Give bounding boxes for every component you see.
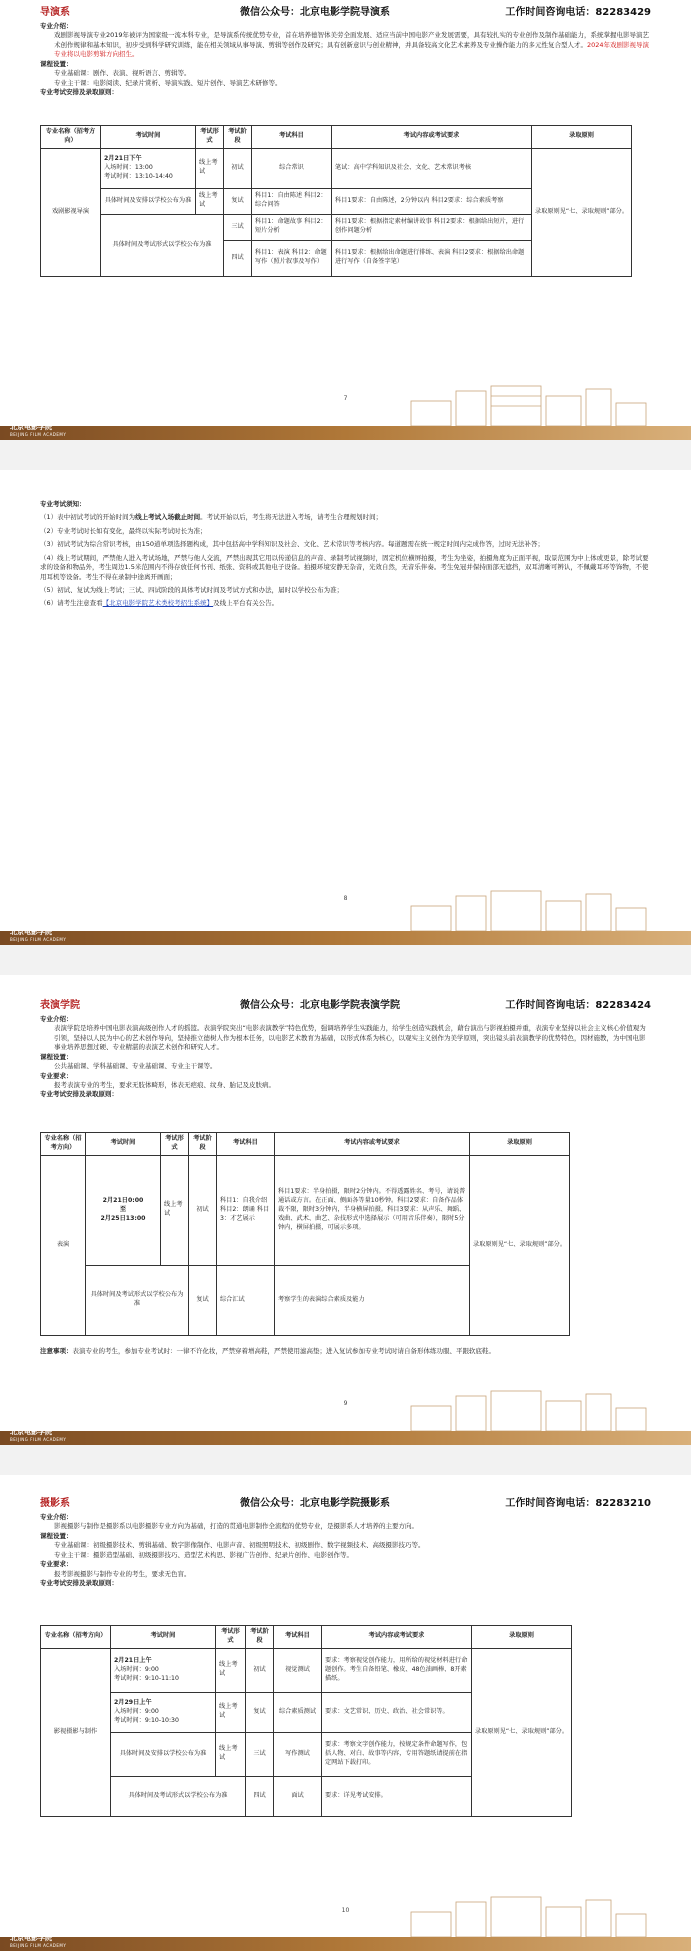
- logo-en: BEIJING FILM ACADEMY: [10, 1943, 67, 1949]
- table-header: 考试形式: [196, 126, 224, 149]
- page-footer: [0, 907, 691, 945]
- stage-cell: 三试: [246, 1732, 274, 1776]
- form-cell: 线上考试: [216, 1648, 246, 1692]
- time-cell: [101, 148, 196, 188]
- time-exam: 考试时间：9:10-10:30: [114, 1716, 179, 1724]
- notes-title: 专业考试须知：: [40, 500, 86, 508]
- content-cell: 科目1要求：半身拍摄，限时2分钟内。不得透露姓名、考号，请说普通话或方言。在正面、侧面各等量10秒钟。科目2要求：自备作品体裁不限，限时3分钟内，半身横屏拍摄。科目3要求：从声乐、舞蹈、戏曲、武术、曲艺、杂技形式中选择展示（可用音乐伴奏），限时5分钟内，横屏拍摄，可展示多项。: [275, 1155, 470, 1265]
- table-row: [41, 1648, 572, 1692]
- time-cell: [111, 1692, 216, 1732]
- table-header: 考试时间: [111, 1626, 216, 1649]
- footer-band: [0, 1937, 691, 1951]
- logo-en: BEIJING FILM ACADEMY: [10, 1437, 67, 1443]
- contact-phone: 工作时间咨询电话：82283210: [505, 1498, 651, 1509]
- course-label: 课程设置：: [40, 59, 73, 68]
- table-header: 考试内容或考试要求: [332, 126, 532, 149]
- page-8: [0, 470, 691, 945]
- stage-cell: 四试: [246, 1776, 274, 1816]
- requirement-text: 报考表演专业的考生，要求无肢体畸形，体表无疤痕、纹身、胎记及皮肤病。: [54, 1080, 275, 1089]
- table-row: [41, 148, 632, 188]
- page-number: 8: [343, 895, 348, 902]
- stage-cell: 初试: [189, 1155, 217, 1265]
- note-text: 。考试开始以后，考生将无法进入考场，请考生合理规划时间；: [200, 513, 383, 522]
- table-header-row: [41, 1626, 572, 1649]
- requirement-label: 专业要求：: [40, 1560, 73, 1569]
- note-text: （1）表中初试考试的开始时间为: [40, 513, 136, 522]
- table-header: 考试时间: [101, 126, 196, 149]
- page-number: 7: [343, 395, 348, 402]
- table-header: 考试阶段: [224, 126, 252, 149]
- time-cell: 具体时间及考试形式以学校公布为准: [111, 1776, 246, 1816]
- stage-cell: 初试: [246, 1648, 274, 1692]
- stage-cell: 复试: [224, 188, 252, 214]
- note-text: 及线上平台有关公告。: [213, 599, 279, 608]
- table-header: 录取原则: [532, 126, 632, 149]
- page-footer: [0, 1913, 691, 1951]
- content-cell: 要求：文艺常识、历史、政治、社会常识等。: [322, 1692, 472, 1732]
- intro-section: [40, 1015, 651, 1100]
- footer-band: [0, 931, 691, 945]
- subject-cell: 写作测试: [274, 1732, 322, 1776]
- course-label: 课程设置：: [40, 1052, 73, 1061]
- time-cell: 具体时间及考试形式以学校公布为准: [86, 1265, 189, 1335]
- footer-band: [0, 1431, 691, 1445]
- film-academy-logo: [10, 1427, 66, 1443]
- film-academy-logo: [10, 927, 66, 943]
- admission-cell: 录取原则见“七、录取规则”部分。: [472, 1648, 572, 1816]
- subject-cell: 面试: [274, 1776, 322, 1816]
- content-cell: 要求：详见考试安排。: [322, 1776, 472, 1816]
- table-header-row: [41, 1133, 570, 1156]
- table-header: 专业名称（招考方向）: [41, 126, 101, 149]
- contact-phone: 工作时间咨询电话：82283424: [505, 1000, 651, 1011]
- intro-text: [40, 31, 651, 59]
- stage-cell: 复试: [189, 1265, 217, 1335]
- page-number: 10: [341, 1907, 350, 1914]
- note-item: （2）专业考试时长如有变化，最终以实际考试时长为准；: [40, 526, 207, 535]
- content-cell: 考察学生的表演综合素质及能力: [275, 1265, 470, 1335]
- time-entry: 入场时间：9:00: [114, 1665, 159, 1673]
- wechat-account: 微信公众号：北京电影学院摄影系: [240, 1498, 390, 1509]
- department-title: 摄影系: [40, 1498, 70, 1509]
- content-cell: 笔试：高中学科知识及社会、文化、艺术常识考核: [332, 148, 532, 188]
- logo-cn: 北京电影学院: [10, 1934, 52, 1943]
- major-cell: 戏剧影视导演: [41, 148, 101, 276]
- arrangement-label: 专业考试安排及录取原则：: [40, 1578, 118, 1587]
- content-cell: 要求：考察视觉创作能力，用所给的视觉材料进行命题创作。考生自备铅笔、橡皮、48色油画棒、8开素描纸。: [322, 1648, 472, 1692]
- time-entry: 入场时间：13:00: [104, 163, 153, 171]
- table-header: 专业名称（招考方向）: [41, 1133, 86, 1156]
- building-skyline-illustration: [401, 381, 651, 426]
- table-header-row: [41, 126, 632, 149]
- footer-band: [0, 426, 691, 440]
- intro-body: 戏剧影视导演专业2019年被评为国家级一流本科专业，是导演系传统优势专业，首在培养德智体美劳全面发展、适应当前中国电影产业发展需要，具有较扎实的专业创作及制作基础能力，系统掌握电影导演艺术创作规律和基本知识，初步受到科学研究训练，能在相关领域从事导演、剪辑等创作及研究；具有创新意识与创业精神，并具备较高文化艺术素养及专业操作能力的多元性复合型人才。: [54, 31, 650, 49]
- intro-text: 影视摄影与制作是摄影系以电影摄影专业方向为基础，打造的贯通电影制作全流程的优势专业，是摄影系人才培养的主要方向。: [54, 1522, 418, 1531]
- table-header: 考试科目: [217, 1133, 275, 1156]
- course-core: 专业主干课：摄影造型基础、初级摄影技巧、造型艺术构思、影视广告创作、纪录片创作、电影创作等。: [54, 1550, 353, 1559]
- table-row: [41, 1155, 570, 1265]
- time-date: 2月21日上午: [114, 1656, 152, 1664]
- content-cell: 要求：考察文字创作能力，按规定条件命题写作，包括人物、对白、故事等内容，专用答题纸请提前在指定网站下载打印。: [322, 1732, 472, 1776]
- subject-cell: 科目1：自由陈述 科目2：综合问答: [252, 188, 332, 214]
- table-header: 考试时间: [86, 1133, 161, 1156]
- department-title: 表演学院: [40, 1000, 80, 1011]
- table-header: 考试形式: [161, 1133, 189, 1156]
- page-footer: [0, 402, 691, 440]
- course-basic: 专业基础课：剧作、表演、视听语言、剪辑等。: [54, 69, 191, 78]
- subject-cell: 综合素质测试: [274, 1692, 322, 1732]
- page-7: [0, 0, 691, 440]
- page-number: 9: [343, 1400, 348, 1407]
- admission-cell: 录取原则见“七、录取规则”部分。: [470, 1155, 570, 1335]
- intro-text: 表演学院是培养中国电影表演高级创作人才的摇篮。表演学院突出“电影表演教学”特色优势，强调培养学生实践能力，给学生创造实践机会，藉台演出与影视拍摄并重，表演专业坚持以社会主义核心价值观为引领，坚持以人民为中心的艺术创作导向，坚持推立德树人作为根本任务，以电影艺术教育为基础，以形式体系为核心，以观实主义创作为美学原则，突出镜头前表演教学的优势特色，因材施教，为中国电影事业培养思想过硬、专业精湛的表演艺术创作和研究人才。: [54, 1024, 646, 1052]
- intro-section: [40, 22, 651, 97]
- page-gap: [0, 440, 691, 470]
- intro-label: 专业介绍：: [40, 22, 73, 30]
- note-text: （6）请考生注意查看: [40, 599, 103, 608]
- time-exam: 考试时间：9:10-11:10: [114, 1674, 179, 1682]
- admission-cell: 录取原则见“七、录取规则”部分。: [532, 148, 632, 276]
- time-entry: 入场时间：9:00: [114, 1707, 159, 1715]
- note-item: [40, 513, 651, 522]
- attention-text: 表演专业的考生，参加专业考试时：一律不许化妆，严禁穿着增高鞋，严禁使用滤高垫；进入复试参加专业考试时请自备形体练功服、平跟软底鞋。: [72, 1347, 495, 1355]
- building-skyline-illustration: [401, 1386, 651, 1431]
- logo-en: BEIJING FILM ACADEMY: [10, 432, 67, 438]
- logo-en: BEIJING FILM ACADEMY: [10, 937, 67, 943]
- building-skyline-illustration: [401, 1892, 651, 1937]
- subject-cell: 科目1：自我介绍 科目2：朗诵 科目3：才艺展示: [217, 1155, 275, 1265]
- arrangement-label: 专业考试安排及录取原则：: [40, 87, 118, 96]
- wechat-account: 微信公众号：北京电影学院表演学院: [240, 1000, 400, 1011]
- subject-cell: 综合汇试: [217, 1265, 275, 1335]
- major-cell: 影视摄影与制作: [41, 1648, 111, 1816]
- note-emphasis: 线上考试入场截止时间: [135, 513, 201, 522]
- table-header: 考试形式: [216, 1626, 246, 1649]
- time-cell: 具体时间及安排以学校公布为准: [101, 188, 196, 214]
- wechat-account: 微信公众号：北京电影学院导演系: [240, 7, 390, 18]
- time-date: 2月29日上午: [114, 1698, 152, 1706]
- time-exam: 考试时间：13:10-14:40: [104, 172, 173, 180]
- course-core: 专业主干课：电影阅读、纪录片赏析、导演实践、短片创作、导演艺术研修等。: [54, 78, 282, 87]
- subject-cell: 综合常识: [252, 148, 332, 188]
- exam-notes: [40, 500, 651, 613]
- intro-highlight: 2024年戏剧影视导演专业将以电影剪辑方向招生。: [54, 40, 650, 59]
- table-header: 考试阶段: [246, 1626, 274, 1649]
- note-item: （3）初试考试为综合常识考核，由150道单项选择题构成，其中包括高中学科知识及社会、文化、艺术常识等考核内容。每道题需在统一规定时间内完成作答，过时无法补答；: [40, 540, 545, 549]
- form-cell: 线上考试: [196, 188, 224, 214]
- intro-label: 专业介绍：: [40, 1015, 73, 1023]
- building-skyline-illustration: [401, 886, 651, 931]
- exam-table: [40, 1132, 570, 1336]
- table-header: 考试内容或考试要求: [275, 1133, 470, 1156]
- form-cell: 线上考试: [216, 1732, 246, 1776]
- page-footer: [0, 1407, 691, 1445]
- requirement-label: 专业要求：: [40, 1071, 73, 1080]
- requirement-text: 报考影视摄影与制作专业的考生，要求无色盲。: [54, 1569, 191, 1578]
- note-item: [40, 599, 651, 608]
- major-cell: 表演: [41, 1155, 86, 1335]
- page-gap: [0, 945, 691, 975]
- intro-label: 专业介绍：: [40, 1513, 73, 1521]
- arrangement-label: 专业考试安排及录取原则：: [40, 1090, 118, 1099]
- department-title: 导演系: [40, 7, 70, 18]
- table-header: 专业名称（招考方向）: [41, 1626, 111, 1649]
- subject-cell: 视觉测试: [274, 1648, 322, 1692]
- time-cell: 具体时间及考试形式以学校公布为准: [101, 214, 224, 276]
- time-cell: [86, 1155, 161, 1265]
- contact-phone: 工作时间咨询电话：82283429: [505, 7, 651, 18]
- course-label: 课程设置：: [40, 1531, 73, 1540]
- time-cell: 具体时间及安排以学校公布为准: [111, 1732, 216, 1776]
- content-cell: 科目1要求：根据给出命题进行排练、表演 科目2要求：根据给出命题进行写作（自备签字笔）: [332, 240, 532, 276]
- content-cell: 科目1要求：根据指定素材编讲故事 科目2要求：根据给出短片，进行创作问题分析: [332, 214, 532, 240]
- page-header: [40, 6, 651, 20]
- page-10: [0, 1475, 691, 1951]
- time-start: 2月21日0:00: [102, 1196, 144, 1204]
- table-header: 录取原则: [472, 1626, 572, 1649]
- logo-cn: 北京电影学院: [10, 423, 52, 432]
- time-end: 2月25日13:00: [100, 1214, 146, 1222]
- time-to: 至: [119, 1205, 127, 1213]
- stage-cell: 四试: [224, 240, 252, 276]
- table-header: 考试科目: [274, 1626, 322, 1649]
- subject-cell: 科目1：命题故事 科目2：短片分析: [252, 214, 332, 240]
- attention-label: 注意事项：: [40, 1347, 73, 1355]
- page-header: [40, 999, 651, 1013]
- table-header: 考试阶段: [189, 1133, 217, 1156]
- admission-system-link[interactable]: 【北京电影学院艺术类校考招生系统】: [102, 599, 214, 608]
- time-cell: [111, 1648, 216, 1692]
- exam-table: [40, 1625, 572, 1817]
- content-cell: 科目1要求：自由陈述，2分钟以内 科目2要求：综合素质考察: [332, 188, 532, 214]
- table-header: 录取原则: [470, 1133, 570, 1156]
- page-9: [0, 975, 691, 1445]
- film-academy-logo: [10, 1933, 66, 1949]
- page-gap: [0, 1445, 691, 1475]
- table-header: 考试内容或考试要求: [322, 1626, 472, 1649]
- logo-cn: 北京电影学院: [10, 1428, 52, 1437]
- note-item: （4）线上考试期间，严禁他人进入考试场地，严禁与他人交流，严禁出现其它用以传递信息的声音、录制考试视频时，固定机位横屏拍摄，考生为坐姿，拍摄角度为正面平视，取景范围为中上体或更景，除考试要求的设备和物品外，考生周边1.5米范围内不得存放任何书刊、纸张、资料或其他电子设备。拍摄环境安静无杂音，光效自然，无音乐伴奏。考生免冠并保持面部无遮挡，双耳清晰可辨认，不佩戴耳环等饰物，不使用耳机等设备。考生不得在录制中途离开画面；: [40, 553, 649, 581]
- form-cell: 线上考试: [216, 1692, 246, 1732]
- logo-cn: 北京电影学院: [10, 928, 52, 937]
- table-header: 考试科目: [252, 126, 332, 149]
- course-basic: 公共基础课、学科基础课、专业基础课、专业主干课等。: [54, 1062, 217, 1071]
- exam-table: [40, 125, 632, 277]
- form-cell: 线上考试: [196, 148, 224, 188]
- course-basic: 专业基础课：初级摄影技术、剪辑基础、数字影像制作、电影声音、初级照明技术、初级剧作、数字视频技术、高级摄影技巧等。: [54, 1541, 425, 1550]
- stage-cell: 初试: [224, 148, 252, 188]
- intro-section: [40, 1513, 651, 1588]
- subject-cell: 科目1：表演 科目2：命题写作（照片叙事及写作）: [252, 240, 332, 276]
- stage-cell: 复试: [246, 1692, 274, 1732]
- note-item: （5）初试、复试为线上考试；三试、四试阶段的具体考试时间及考试方式和办法，届时以学校公布为准；: [40, 585, 344, 594]
- form-cell: 线上考试: [161, 1155, 189, 1265]
- attention-note: [40, 1347, 651, 1356]
- time-date: 2月21日下午: [104, 154, 142, 162]
- page-header: [40, 1497, 651, 1511]
- stage-cell: 三试: [224, 214, 252, 240]
- film-academy-logo: [10, 422, 66, 438]
